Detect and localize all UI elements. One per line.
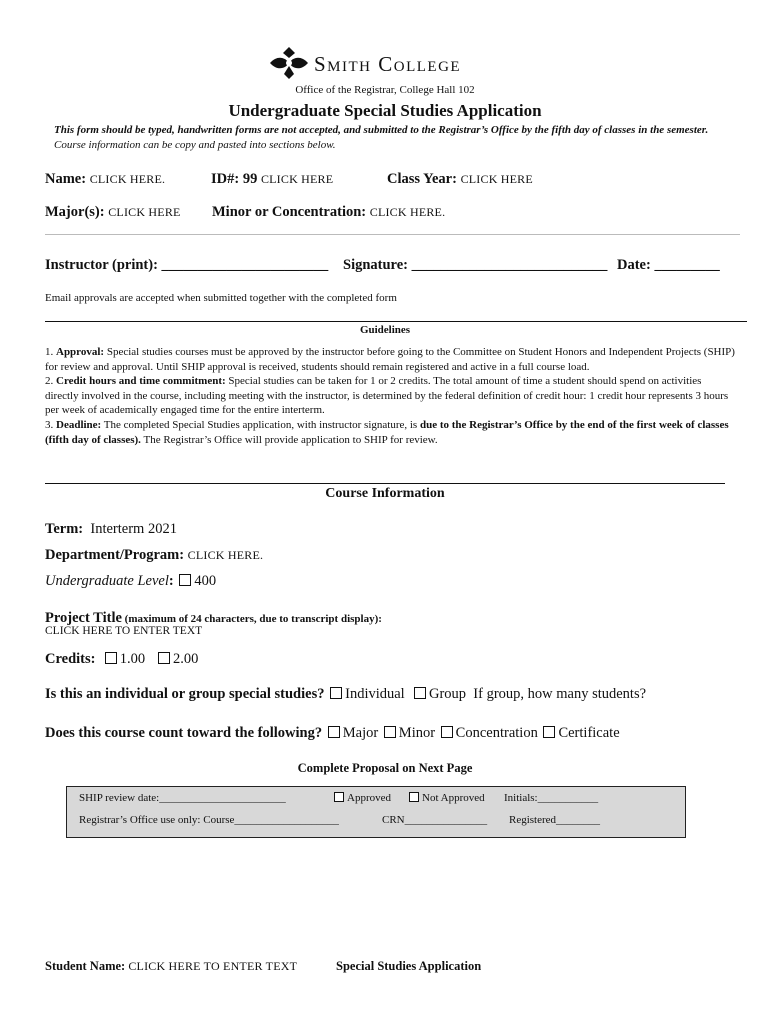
credit-2-checkbox[interactable] <box>158 652 170 664</box>
brand-name: Smith College <box>314 52 462 76</box>
major-label: Major(s): <box>45 204 105 220</box>
next-page-note: Complete Proposal on Next Page <box>297 761 473 775</box>
group-count-question[interactable]: If group, how many students? <box>473 686 647 702</box>
concentration-checkbox[interactable] <box>441 726 453 738</box>
footer-student-name <box>45 959 297 974</box>
name-label: Name: <box>45 171 87 187</box>
guidelines-heading: Guidelines <box>359 324 411 336</box>
footer-student-name-label: Student Name: <box>45 959 126 973</box>
level-value: 400 <box>194 573 217 589</box>
term-value[interactable]: Interterm 2021 <box>90 521 177 537</box>
department-field[interactable]: CLICK HERE. <box>187 548 264 562</box>
not-approved-checkbox[interactable] <box>409 792 419 802</box>
minor-row <box>212 204 445 221</box>
minor-label: Minor or Concentration: <box>212 204 367 220</box>
guideline-item: 2. Credit hours and time commitment: Special studies can be taken for 1 or 2 credits. The total amount of time a student should spend on activities directly involved in the course, including meeting with the instructor, is determined by the federal definition of credit hour: 1 credit hour represents 3 hours per week of academically engaged time for the entire interterm. <box>45 375 729 417</box>
minor-field[interactable]: CLICK HERE. <box>369 205 446 219</box>
department-label: Department/Program: <box>45 547 185 563</box>
certificate-checkbox[interactable] <box>543 726 555 738</box>
divider <box>45 234 740 235</box>
not-approved-option: Not Approved <box>407 792 485 804</box>
department-row <box>45 547 263 564</box>
credit-2-label: 2.00 <box>172 651 199 667</box>
major-checkbox[interactable] <box>328 726 340 738</box>
footer-document-label: Special Studies Application <box>336 959 482 973</box>
office-line: Office of the Registrar, College Hall 102 <box>295 84 475 96</box>
office-use-box <box>66 786 686 838</box>
term-label: Term: <box>45 521 84 537</box>
ship-review-date: SHIP review date:_______________________ <box>79 792 286 804</box>
minor-option-label: Minor <box>398 725 436 741</box>
name-field[interactable]: CLICK HERE. <box>89 172 166 186</box>
registered-field: Registered________ <box>509 814 601 826</box>
level-label: Undergraduate Level <box>45 573 169 589</box>
counts-toward-question: Does this course count toward the following? <box>45 725 323 741</box>
approved-checkbox[interactable] <box>334 792 344 802</box>
form-title: Undergraduate Special Studies Application <box>228 101 542 120</box>
guideline-item: 1. Approval: Special studies courses must be approved by the instructor before going to the Committee on Student Honors and Independent Projects (SHIP) for review and approval. Until SHIP approval is received, students should remain registered and active in a full course load. <box>45 346 735 373</box>
concentration-option-label: Concentration <box>455 725 538 741</box>
id-field[interactable]: CLICK HERE <box>260 172 334 186</box>
certificate-option-label: Certificate <box>558 725 620 741</box>
instructor-name-label[interactable]: Instructor (print): _______________________ <box>45 257 329 273</box>
footer-student-name-field[interactable]: CLICK HERE TO ENTER TEXT <box>128 959 298 973</box>
level-checkbox[interactable] <box>179 574 191 586</box>
instructions-normal: Course information can be copy and pasted into sections below. <box>54 139 336 151</box>
major-option-label: Major <box>342 725 379 741</box>
credit-1-checkbox[interactable] <box>105 652 117 664</box>
class-year-row <box>387 171 533 188</box>
project-title-note: (maximum of 24 characters, due to transcript display): <box>121 613 382 625</box>
email-approval-note: Email approvals are accepted when submitted together with the completed form <box>45 292 397 304</box>
individual-label: Individual <box>345 686 405 702</box>
divider <box>45 483 725 484</box>
project-title-field[interactable]: CLICK HERE TO ENTER TEXT <box>45 625 203 637</box>
divider <box>45 321 747 322</box>
id-label: ID#: 99 <box>211 171 258 187</box>
instructions-bold: This form should be typed, handwritten forms are not accepted, and submitted to the Registrar’s Office by the fifth day of classes in the semester. <box>54 124 709 136</box>
group-label: Group <box>428 686 467 702</box>
minor-checkbox[interactable] <box>384 726 396 738</box>
guidelines-list <box>45 345 735 447</box>
smith-college-logo-icon <box>268 46 310 80</box>
registrar-course-field: Registrar’s Office use only: Course___________________ <box>79 814 339 826</box>
major-row <box>45 204 181 221</box>
term-row <box>45 521 177 538</box>
credit-1-label: 1.00 <box>119 651 146 667</box>
approved-option: Approved <box>332 792 391 804</box>
crn-field: CRN_______________ <box>382 814 488 826</box>
course-info-heading: Course Information <box>325 486 445 501</box>
initials-field: Initials:___________ <box>504 792 599 804</box>
signature-label[interactable]: Signature: ___________________________ <box>343 257 608 273</box>
credits-label: Credits: <box>45 651 96 667</box>
major-field[interactable]: CLICK HERE <box>108 205 181 219</box>
class-year-label: Class Year: <box>387 171 457 187</box>
project-title-label: Project Title <box>45 610 122 626</box>
group-checkbox[interactable] <box>414 687 426 699</box>
credits-row <box>45 651 198 668</box>
guideline-item: 3. Deadline: The completed Special Studies application, with instructor signature, is due to the Registrar’s Office by the end of the first week of classes (fifth day of classes). The Registrar’s Office will provide application to SHIP for review. <box>45 418 729 446</box>
individual-checkbox[interactable] <box>330 687 342 699</box>
name-row <box>45 171 165 188</box>
study-type-question: Is this an individual or group special studies? <box>45 686 325 702</box>
level-row: Undergraduate Level: 400 <box>45 573 217 589</box>
study-type-row <box>45 686 646 703</box>
id-row <box>211 171 333 188</box>
form-instructions <box>54 123 734 153</box>
date-label[interactable]: Date: _________ <box>617 257 720 273</box>
class-year-field[interactable]: CLICK HERE <box>460 172 533 186</box>
counts-toward-row <box>45 725 620 742</box>
